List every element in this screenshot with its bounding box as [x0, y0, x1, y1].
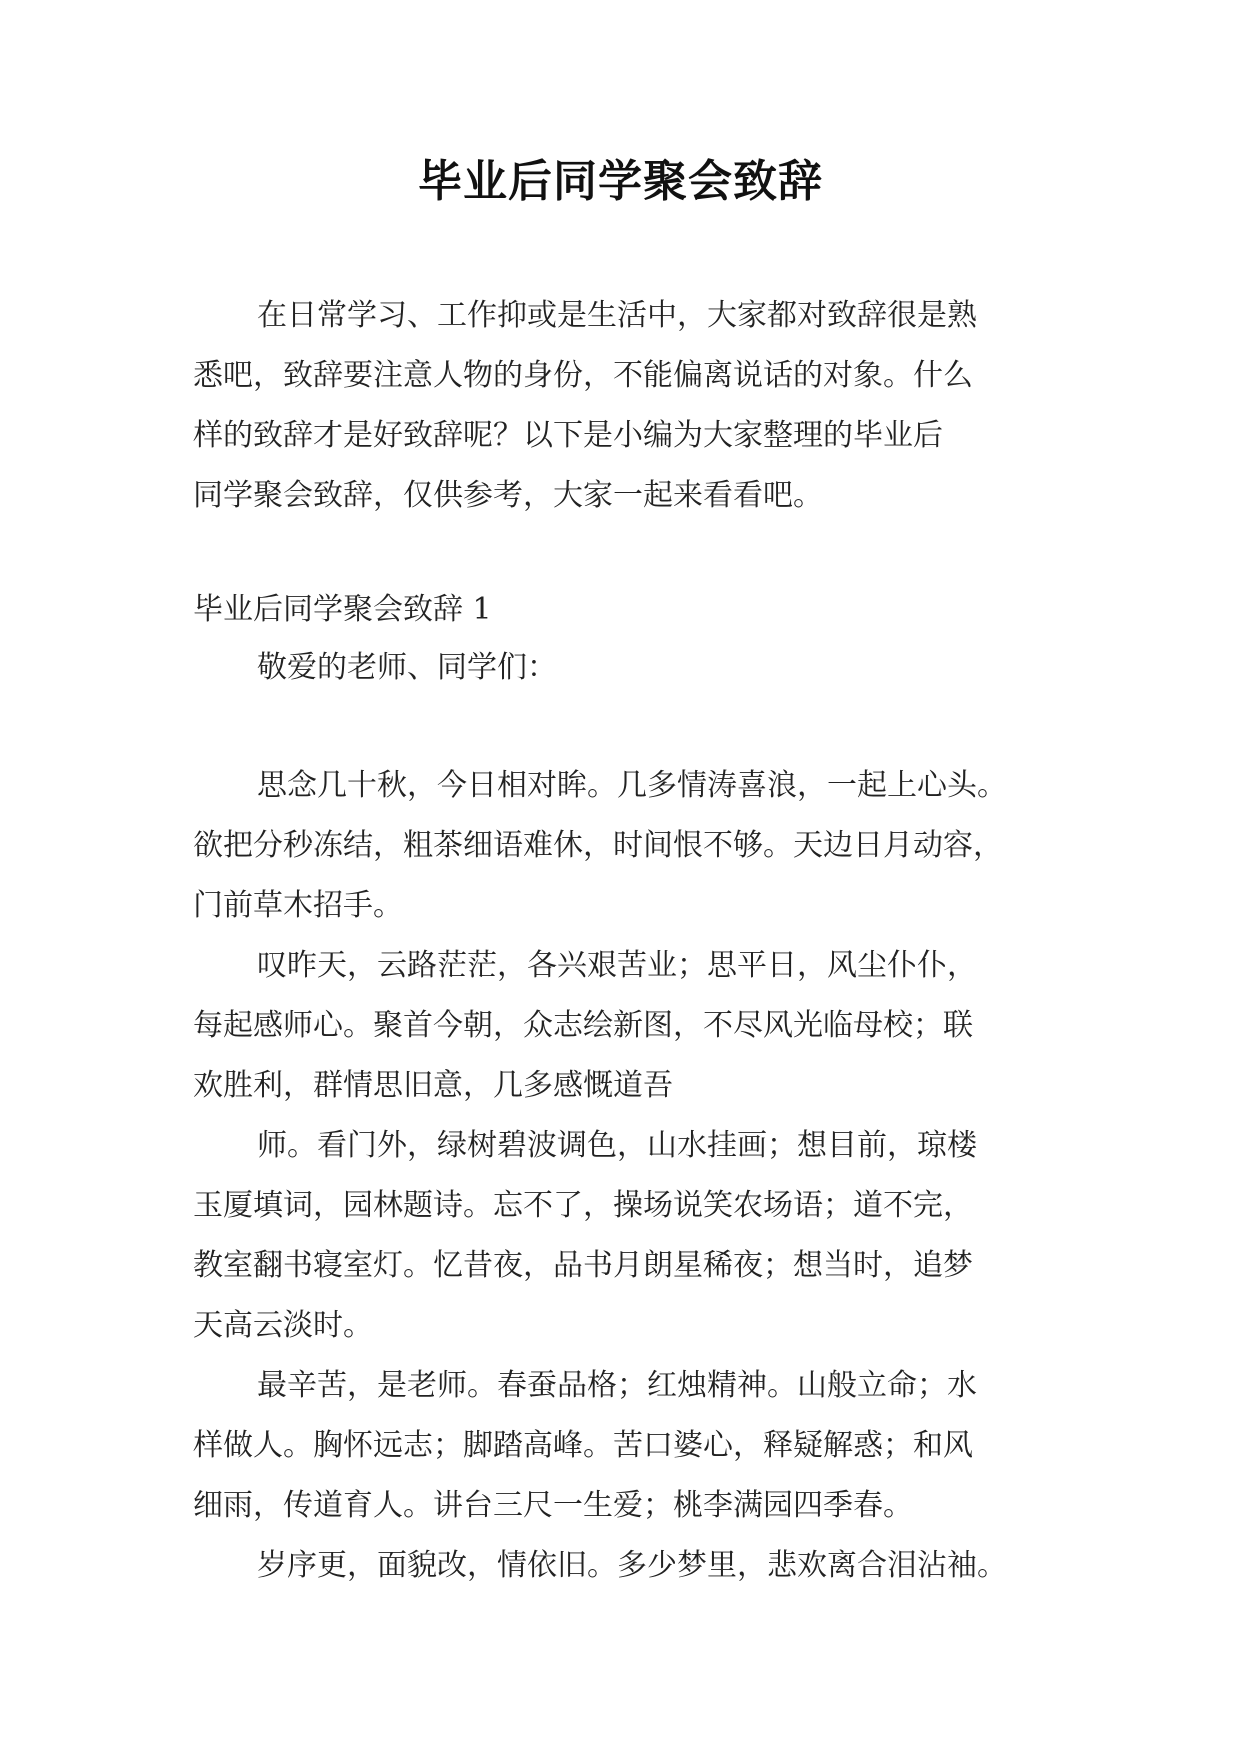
body-line: 每起感师心。聚首今朝，众志绘新图，不尽风光临母校；联 [193, 1008, 973, 1043]
body-line: 欢胜利，群情思旧意，几多感慨道吾 [193, 1068, 673, 1103]
section-heading: 毕业后同学聚会致辞 1 [193, 592, 492, 627]
body-line: 最辛苦，是老师。春蚕品格；红烛精神。山般立命；水 [257, 1368, 977, 1403]
intro-line: 样的致辞才是好致辞呢？以下是小编为大家整理的毕业后 [193, 418, 943, 453]
intro-line: 在日常学习、工作抑或是生活中，大家都对致辞很是熟 [257, 298, 977, 333]
body-line: 细雨，传道育人。讲台三尺一生爱；桃李满园四季春。 [193, 1488, 913, 1523]
body-line: 师。看门外，绿树碧波调色，山水挂画；想目前，琼楼 [257, 1128, 977, 1163]
greeting-line: 敬爱的老师、同学们： [257, 650, 557, 685]
body-line: 叹昨天，云路茫茫，各兴艰苦业；思平日，风尘仆仆， [257, 948, 977, 983]
intro-line: 悉吧，致辞要注意人物的身份，不能偏离说话的对象。什么 [193, 358, 973, 393]
body-line: 门前草木招手。 [193, 888, 403, 923]
document-title: 毕业后同学聚会致辞 [418, 156, 823, 207]
intro-line: 同学聚会致辞，仅供参考，大家一起来看看吧。 [193, 478, 823, 513]
body-line: 欲把分秒冻结，粗茶细语难休，时间恨不够。天边日月动容， [193, 828, 1003, 863]
body-line: 天高云淡时。 [193, 1308, 373, 1343]
body-line: 样做人。胸怀远志；脚踏高峰。苦口婆心，释疑解惑；和风 [193, 1428, 973, 1463]
body-line: 教室翻书寝室灯。忆昔夜，品书月朗星稀夜；想当时，追梦 [193, 1248, 973, 1283]
body-line: 思念几十秋，今日相对眸。几多情涛喜浪，一起上心头。 [257, 768, 1007, 803]
body-line: 玉厦填词，园林题诗。忘不了，操场说笑农场语；道不完， [193, 1188, 973, 1223]
body-line: 岁序更，面貌改，情依旧。多少梦里，悲欢离合泪沾袖。 [257, 1548, 1007, 1583]
